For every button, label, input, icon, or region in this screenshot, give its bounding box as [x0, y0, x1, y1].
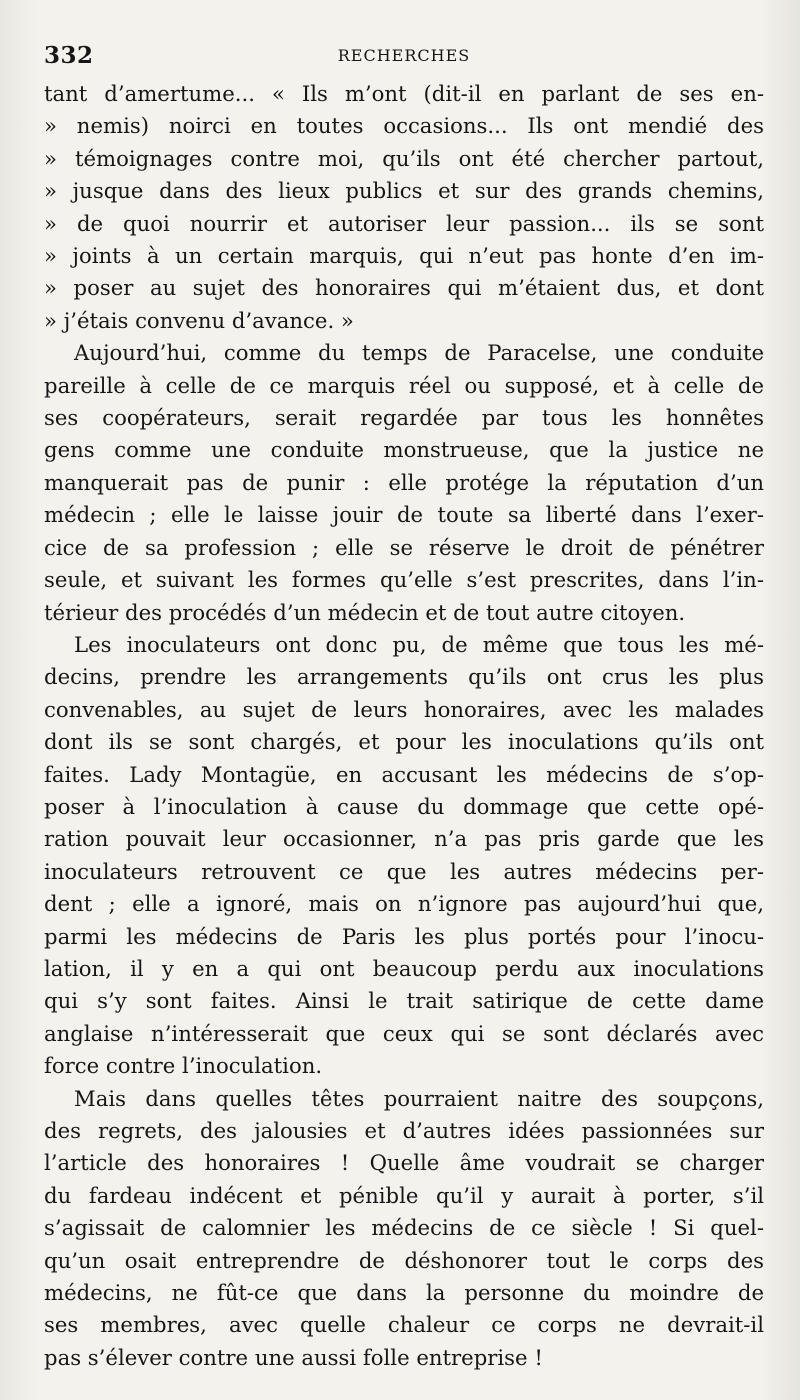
text-line: dont ils se sont chargés, et pour les inoculations qu’ils ont: [44, 729, 764, 755]
text-line: Les inoculateurs ont donc pu, de même que tous les mé-: [74, 631, 764, 657]
text-line: médecins, ne fût-ce que dans la personne du moindre de: [44, 1280, 764, 1306]
text-line: ration pouvait leur occasionner, n’a pas pris garde que les: [44, 826, 764, 852]
text-line: » de quoi nourrir et autoriser leur passion... ils se sont: [44, 210, 764, 236]
text-line: ses coopérateurs, serait regardée par tous les honnêtes: [44, 405, 764, 431]
text-line: faites. Lady Montagüe, en accusant les médecins de s’op-: [44, 761, 764, 787]
text-line: » joints à un certain marquis, qui n’eut pas honte d’en im-: [44, 243, 764, 269]
text-line: cice de sa profession ; elle se réserve le droit de pénétrer: [44, 534, 764, 560]
paragraph: [44, 78, 764, 337]
text-line: s’agissait de calomnier les médecins de ce siècle ! Si quel-: [44, 1215, 764, 1241]
text-line: qui s’y sont faites. Ainsi le trait satirique de cette dame: [44, 988, 764, 1014]
text-line: l’article des honoraires ! Quelle âme voudrait se charger: [44, 1150, 764, 1176]
text-line: convenables, au sujet de leurs honoraires, avec les malades: [44, 696, 764, 722]
text-line: force contre l’inoculation.: [44, 1053, 323, 1079]
text-line: » nemis) noirci en toutes occasions... Ils ont mendié des: [44, 113, 764, 139]
text-line: médecin ; elle le laisse jouir de toute sa liberté dans l’exer-: [44, 502, 764, 528]
text-line: anglaise n’intéresserait que ceux qui se sont déclarés avec: [44, 1020, 764, 1046]
paragraph: [44, 629, 764, 1083]
text-line: térieur des procédés d’un médecin et de tout autre citoyen.: [44, 599, 686, 625]
text-line: Mais dans quelles têtes pourraient naitre des soupçons,: [74, 1085, 764, 1111]
paragraph: [44, 1083, 764, 1375]
text-line: parmi les médecins de Paris les plus portés pour l’inocu-: [44, 923, 764, 949]
text-line: du fardeau indécent et pénible qu’il y aurait à porter, s’il: [44, 1182, 764, 1208]
page-number: 332: [44, 42, 94, 69]
text-line: » témoignages contre moi, qu’ils ont été chercher partout,: [44, 145, 764, 171]
text-line: pas s’élever contre une aussi folle entreprise !: [44, 1344, 543, 1370]
text-line: des regrets, des jalousies et d’autres idées passionnées sur: [44, 1118, 764, 1143]
text-line: manquerait pas de punir : elle protége la réputation d’un: [44, 469, 764, 495]
text-line: decins, prendre les arrangements qu’ils ont crus les plus: [44, 664, 764, 690]
text-line: Aujourd’hui, comme du temps de Paracelse, une conduite: [74, 340, 764, 366]
text-line: gens comme une conduite monstrueuse, que la justice ne: [44, 437, 764, 463]
text-line: seule, et suivant les formes qu’elle s’est prescrites, dans l’in-: [44, 567, 764, 593]
text-line: tant d’amertume... « Ils m’ont (dit-il en parlant de ses en-: [44, 81, 764, 106]
text-line: » j’étais convenu d’avance. »: [44, 307, 354, 333]
text-line: ses membres, avec quelle chaleur ce corps ne devrait-il: [44, 1312, 764, 1338]
page-header: [44, 38, 764, 78]
text-line: pareille à celle de ce marquis réel ou supposé, et à celle de: [44, 372, 764, 398]
text-line: poser à l’inoculation à cause du dommage que cette opé-: [44, 793, 764, 819]
paragraph: [44, 337, 764, 629]
text-line: » poser au sujet des honoraires qui m’étaient dus, et dont: [44, 275, 764, 301]
text-line: dent ; elle a ignoré, mais on n’ignore pas aujourd’hui que,: [44, 891, 764, 917]
page-body: [44, 78, 764, 1374]
text-line: » jusque dans des lieux publics et sur des grands chemins,: [44, 178, 764, 204]
text-line: qu’un osait entreprendre de déshonorer tout le corps des: [44, 1247, 764, 1273]
text-line: inoculateurs retrouvent ce que les autres médecins per-: [44, 858, 764, 884]
running-title: RECHERCHES: [337, 46, 471, 65]
text-line: lation, il y en a qui ont beaucoup perdu aux inoculations: [44, 955, 764, 981]
